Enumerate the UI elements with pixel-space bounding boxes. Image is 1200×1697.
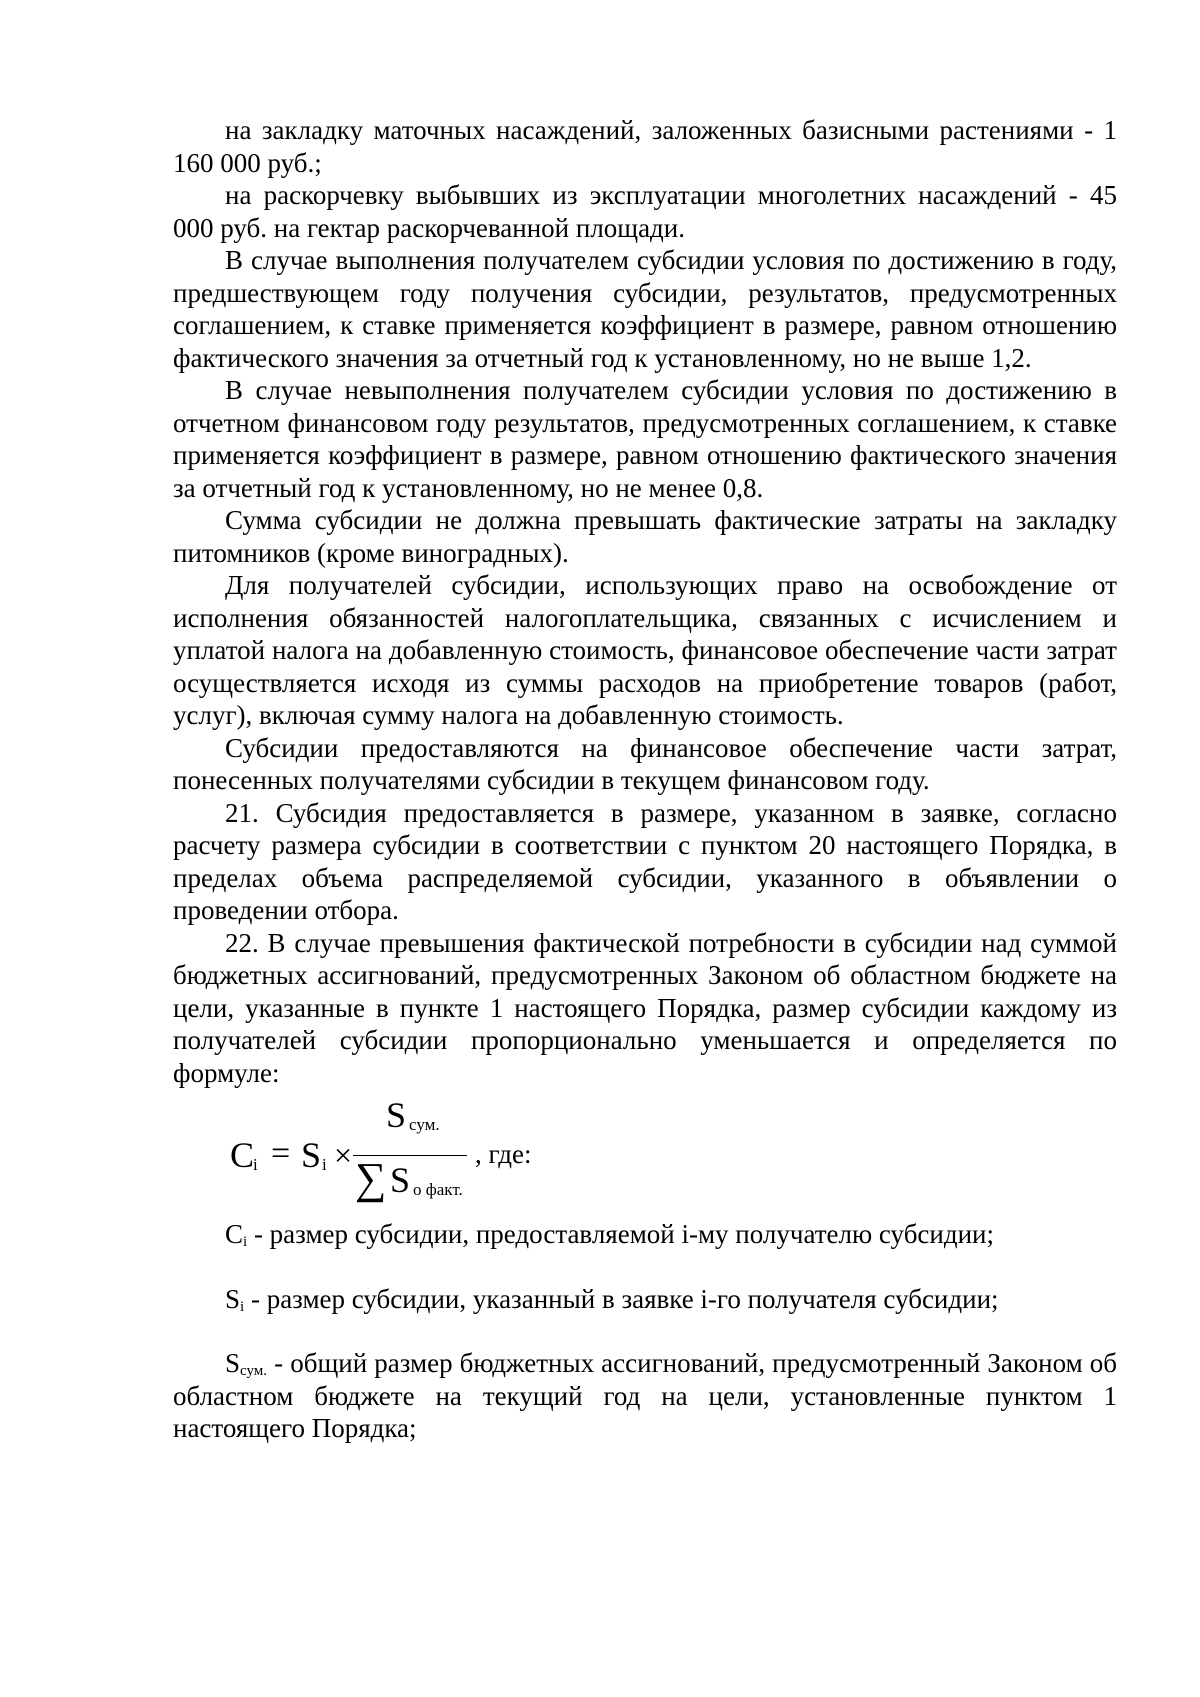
paragraph: 22. В случае превышения фактической потребности в субсидии над суммой бюджетных ассигнований, предусмотренных Законом об областном бюджете на цели, указанные в пункте 1 настоящего Порядка, размер субсидии каждому из получателей субсидии пропорционально уменьшается и определяется по формуле: [173, 927, 1117, 1088]
paragraph: 21. Субсидия предоставляется в размере, указанном в заявке, согласно расчету размера субсидии в соответствии с пунктом 20 настоящего Порядка, в пределах объема распределяемой субсидии, указанного в объявлении о проведении отбора. [173, 797, 1117, 925]
formula-times: × [334, 1137, 353, 1173]
paragraph: Субсидии предоставляются на финансовое обеспечение части затрат, понесенных получателями субсидии в текущем финансовом году. [173, 732, 1117, 795]
definition-symbol: S [225, 1283, 241, 1314]
formula-denominator-sub: о факт. [413, 1180, 463, 1199]
definition-si [173, 1283, 1117, 1316]
definition-symbol-sub: i [243, 1234, 248, 1250]
document-body [173, 114, 1117, 1445]
paragraph: В случае выполнения получателем субсидии условия по достижению в году, предшествующем году получения субсидии, результатов, предусмотренных соглашением, к ставке применяется коэффициент в размере, равном отношению фактического значения за отчетный год к установленному, но не выше 1,2. [173, 245, 1117, 373]
formula-s: S [301, 1135, 322, 1175]
formula-s-sub: i [322, 1155, 327, 1174]
paragraph: на закладку маточных насаждений, заложенных базисными растениями - 1 160 000 руб.; [173, 115, 1117, 178]
definition-ssum [173, 1347, 1117, 1445]
formula-equals: = [271, 1135, 291, 1172]
formula-numerator: S [386, 1095, 407, 1135]
definition-symbol-sub: сум. [240, 1363, 268, 1379]
formula-lhs: C [230, 1135, 255, 1175]
definition-text: - размер субсидии, предоставляемой i-му получателю субсидии; [247, 1219, 994, 1249]
paragraph: Сумма субсидии не должна превышать фактические затраты на закладку питомников (кроме виноградных). [173, 505, 1117, 568]
definition-symbol: S [225, 1348, 241, 1378]
definition-ci [173, 1218, 1117, 1251]
formula [173, 1091, 1117, 1206]
formula-lhs-sub: i [253, 1155, 258, 1174]
definition-symbol-sub: i [240, 1298, 245, 1315]
paragraph: В случае невыполнения получателем субсидии условия по достижению в отчетном финансовом году результатов, предусмотренных соглашением, к ставке применяется коэффициент в размере, равном отношению фактического значения за отчетный год к установленному, но не менее 0,8. [173, 375, 1117, 503]
definition-text: - общий размер бюджетных ассигнований, предусмотренный Законом об областном бюджете на текущий год на цели, установленные пунктом 1 настоящего Порядка; [173, 1348, 1117, 1443]
formula-numerator-sub: сум. [409, 1115, 440, 1134]
paragraph: на раскорчевку выбывших из эксплуатации многолетних насаждений - 45 000 руб. на гектар раскорчеванной площади. [173, 180, 1117, 243]
definition-symbol: C [225, 1219, 244, 1249]
formula-sigma: ∑ [355, 1154, 387, 1203]
formula-tail: , где: [475, 1139, 532, 1169]
definition-text: - размер субсидии, указанный в заявке i-го получателя субсидии; [244, 1283, 999, 1314]
formula-denominator: S [390, 1160, 411, 1200]
paragraph: Для получателей субсидии, использующих право на освобождение от исполнения обязанностей налогоплательщика, связанных с исчислением и уплатой налога на добавленную стоимость, финансовое обеспечение части затрат осуществляется исходя из суммы расходов на приобретение товаров (работ, услуг), включая сумму налога на добавленную стоимость. [173, 570, 1117, 730]
